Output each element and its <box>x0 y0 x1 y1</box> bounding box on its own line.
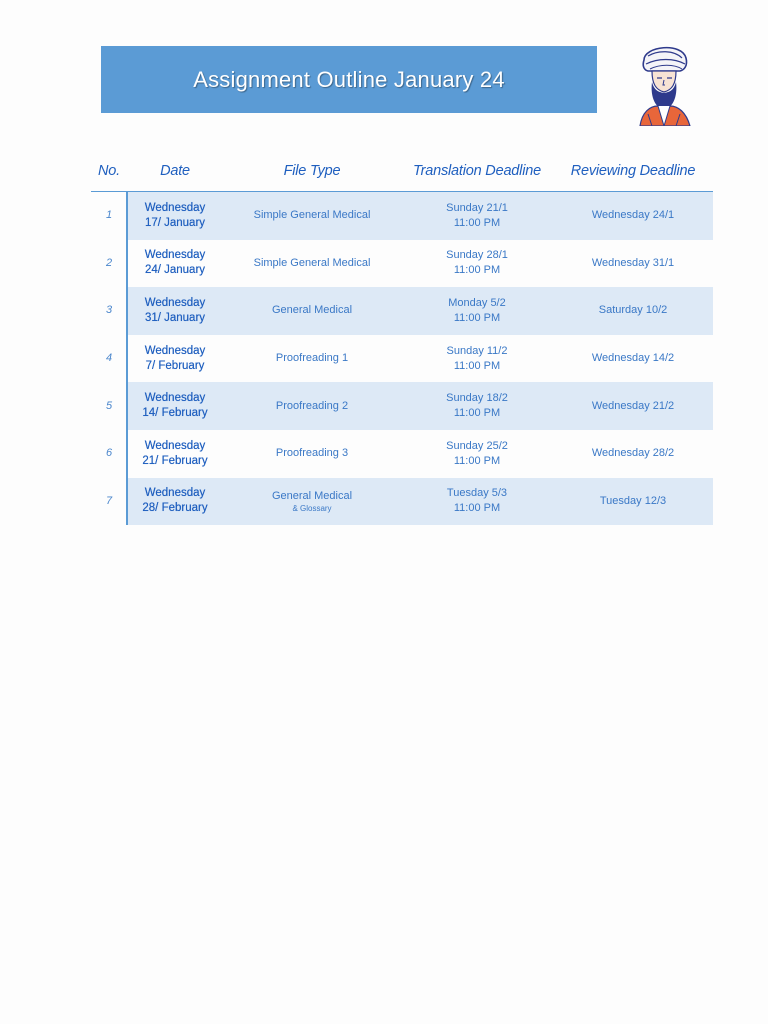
file-type-cell <box>223 430 401 478</box>
translation-time: 11:00 PM <box>453 502 501 515</box>
file-type: Proofreading 1 <box>275 352 349 365</box>
file-type-cell <box>223 478 401 526</box>
translation-time: 11:00 PM <box>453 216 501 229</box>
file-type: Proofreading 2 <box>275 399 349 412</box>
row-number: 6 <box>105 447 113 460</box>
row-number: 2 <box>105 256 113 269</box>
file-type-cell <box>223 192 401 240</box>
table-body <box>91 192 713 525</box>
translation-day: Sunday 18/2 <box>446 392 508 405</box>
reviewing-day: Wednesday 24/1 <box>591 209 675 222</box>
header-no: No. <box>98 162 120 179</box>
reviewing-deadline-cell <box>553 478 713 526</box>
table-row <box>91 382 713 430</box>
table-row <box>91 430 713 478</box>
assignment-table <box>91 150 713 525</box>
reviewing-deadline-cell <box>553 430 713 478</box>
date-cell <box>127 430 223 478</box>
file-type: Simple General Medical <box>253 209 371 222</box>
date-day: 17/ January <box>144 216 206 229</box>
title-banner <box>101 46 597 113</box>
date-day: 7/ February <box>145 359 205 372</box>
translation-time: 11:00 PM <box>453 359 501 372</box>
date-cell <box>127 335 223 383</box>
row-number: 4 <box>105 352 113 365</box>
row-number: 1 <box>105 209 113 222</box>
date-cell <box>127 287 223 335</box>
date-weekday: Wednesday <box>144 296 206 309</box>
translation-day: Sunday 25/2 <box>446 439 508 452</box>
date-weekday: Wednesday <box>144 249 206 262</box>
file-type-cell <box>223 287 401 335</box>
reviewing-deadline-cell <box>553 287 713 335</box>
date-cell <box>127 240 223 288</box>
header-translation-deadline: Translation Deadline <box>413 162 541 179</box>
date-weekday: Wednesday <box>144 201 206 214</box>
header-reviewing-deadline: Reviewing Deadline <box>570 162 696 179</box>
reviewing-day: Saturday 10/2 <box>598 304 668 317</box>
file-type-cell <box>223 382 401 430</box>
scholar-portrait-logo-icon <box>630 40 700 126</box>
date-day: 28/ February <box>142 502 208 515</box>
translation-time: 11:00 PM <box>453 311 501 324</box>
translation-deadline-cell <box>401 478 553 526</box>
table-row <box>91 335 713 383</box>
table-row <box>91 287 713 335</box>
date-cell <box>127 478 223 526</box>
translation-day: Sunday 21/1 <box>446 201 508 214</box>
translation-deadline-cell <box>401 382 553 430</box>
date-day: 31/ January <box>144 311 206 324</box>
reviewing-day: Tuesday 12/3 <box>599 494 667 507</box>
date-weekday: Wednesday <box>144 392 206 405</box>
translation-time: 11:00 PM <box>453 407 501 420</box>
translation-deadline-cell <box>401 240 553 288</box>
date-day: 21/ February <box>142 454 208 467</box>
translation-deadline-cell <box>401 192 553 240</box>
reviewing-day: Wednesday 31/1 <box>591 256 675 269</box>
table-row <box>91 192 713 240</box>
row-number: 5 <box>105 399 113 412</box>
translation-day: Sunday 28/1 <box>446 249 508 262</box>
translation-deadline-cell <box>401 287 553 335</box>
date-cell <box>127 192 223 240</box>
translation-time: 11:00 PM <box>453 264 501 277</box>
date-day: 14/ February <box>142 407 208 420</box>
file-type: Proofreading 3 <box>275 447 349 460</box>
date-weekday: Wednesday <box>144 344 206 357</box>
translation-deadline-cell <box>401 335 553 383</box>
date-weekday: Wednesday <box>144 439 206 452</box>
date-cell <box>127 382 223 430</box>
translation-day: Sunday 11/2 <box>446 344 508 357</box>
date-weekday: Wednesday <box>144 487 206 500</box>
date-day: 24/ January <box>144 264 206 277</box>
translation-time: 11:00 PM <box>453 454 501 467</box>
reviewing-day: Wednesday 14/2 <box>591 352 675 365</box>
row-number: 3 <box>105 304 113 317</box>
header-file-type: File Type <box>283 162 341 179</box>
page-title: Assignment Outline January 24 <box>193 66 505 92</box>
reviewing-deadline-cell <box>553 382 713 430</box>
table-row <box>91 478 713 526</box>
reviewing-day: Wednesday 28/2 <box>591 447 675 460</box>
header-date: Date <box>160 162 190 179</box>
translation-day: Monday 5/2 <box>448 296 506 309</box>
table-header <box>91 150 713 192</box>
table-row <box>91 240 713 288</box>
translation-deadline-cell <box>401 430 553 478</box>
row-number: 7 <box>105 494 113 507</box>
reviewing-day: Wednesday 21/2 <box>591 399 675 412</box>
file-type: General Medical <box>271 489 353 502</box>
file-type: Simple General Medical <box>253 256 371 269</box>
file-type-cell <box>223 240 401 288</box>
file-type: General Medical <box>271 304 353 317</box>
reviewing-deadline-cell <box>553 240 713 288</box>
reviewing-deadline-cell <box>553 192 713 240</box>
reviewing-deadline-cell <box>553 335 713 383</box>
file-type-note: & Glossary <box>292 503 332 513</box>
translation-day: Tuesday 5/3 <box>446 487 508 500</box>
file-type-cell <box>223 335 401 383</box>
